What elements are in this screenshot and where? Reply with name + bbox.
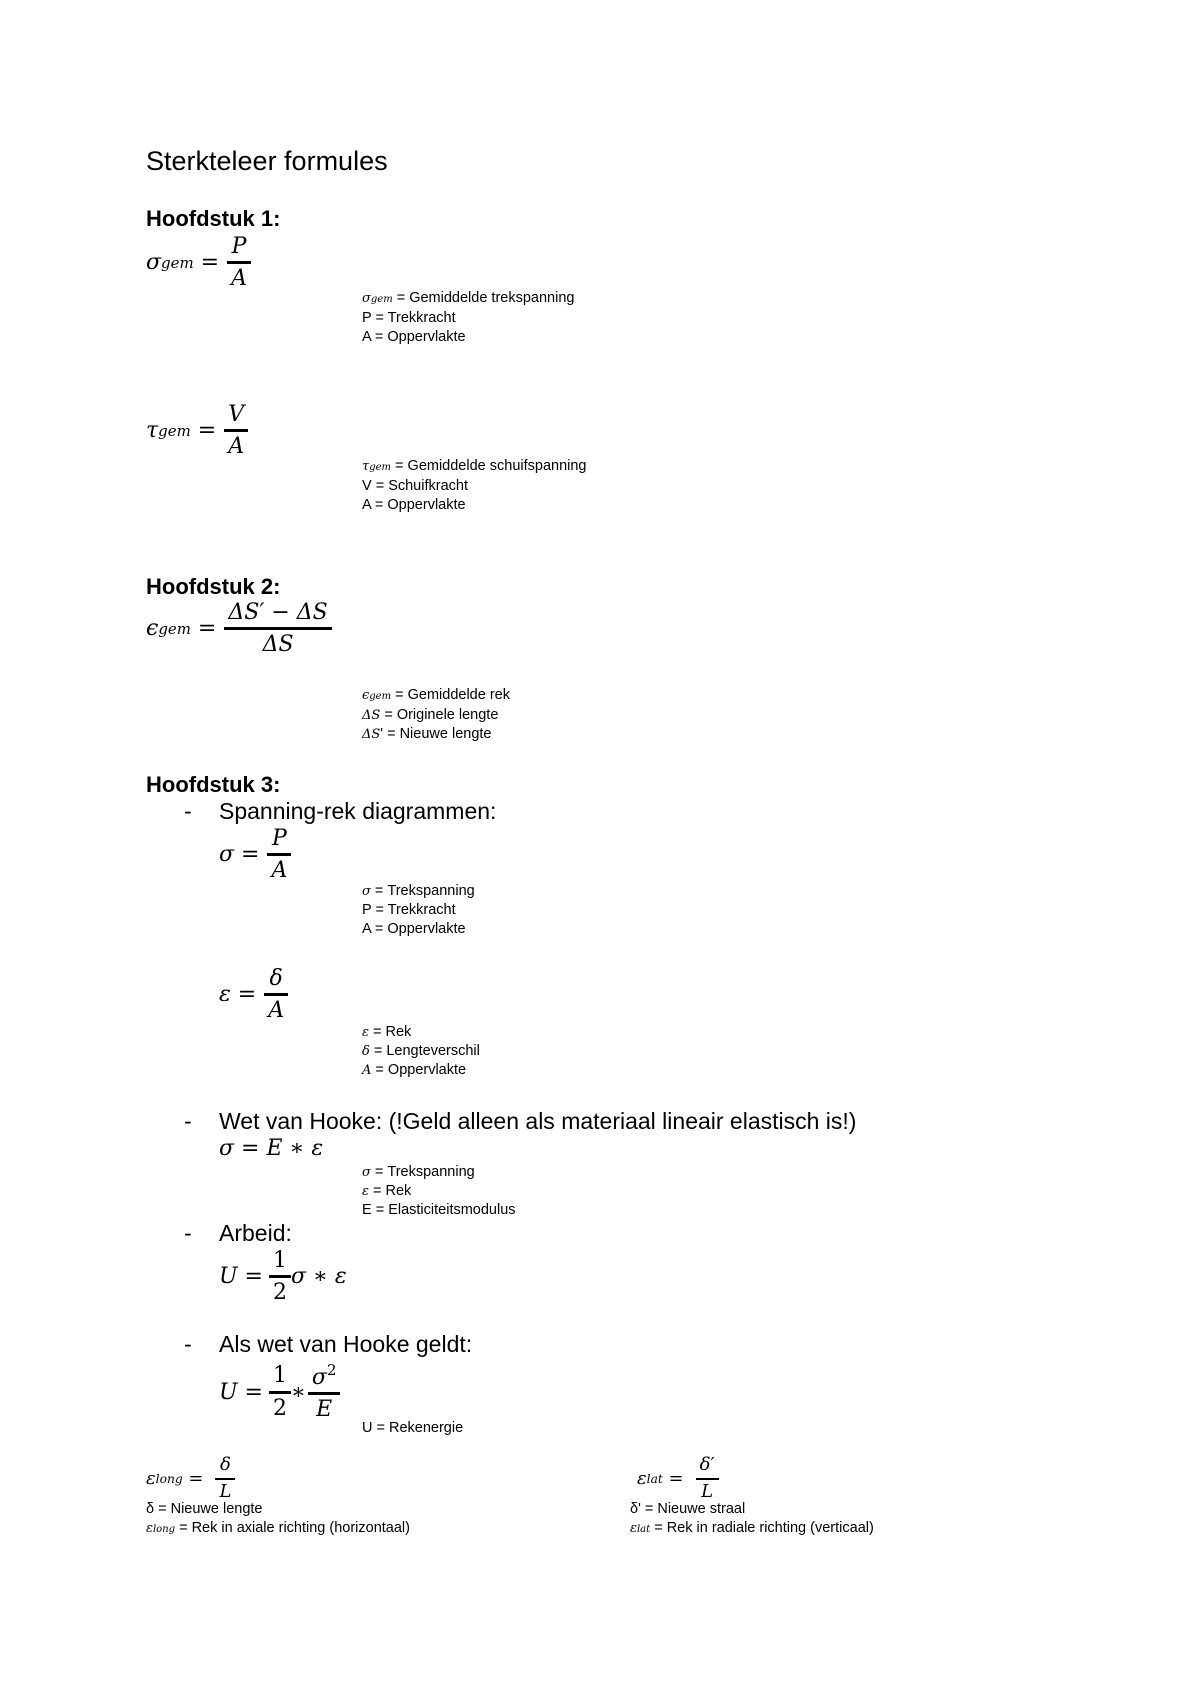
- numerator: δ′: [699, 1454, 715, 1475]
- bullet-dash: -: [184, 1108, 192, 1134]
- chapter-1-heading: Hoofdstuk 1:: [146, 206, 281, 231]
- eq-lhs: ε: [637, 1468, 647, 1490]
- eq-lhs-subscript: lat: [646, 1471, 663, 1486]
- definition-line: [362, 1163, 516, 1182]
- definition-line: P = Trekkracht: [362, 902, 456, 918]
- definition-text: = Gemiddelde schuifspanning: [391, 458, 587, 474]
- definition-symbol: δ: [362, 1044, 370, 1059]
- fraction: [264, 966, 288, 1024]
- definition-symbol: ε: [362, 1025, 369, 1040]
- equation-arbeid: [219, 1248, 347, 1306]
- chapter-3-heading: Hoofdstuk 3:: [146, 772, 281, 797]
- definitions-rekenergie: [362, 1419, 463, 1438]
- definition-line: [362, 1042, 480, 1061]
- fraction: [696, 1455, 719, 1502]
- denominator: A: [231, 266, 247, 292]
- numerator: P: [271, 826, 287, 851]
- definition-line: [362, 706, 510, 725]
- denominator: A: [268, 998, 285, 1024]
- definition-line: E = Elasticiteitsmodulus: [362, 1202, 516, 1218]
- definition-text: = Gemiddelde rek: [391, 687, 510, 703]
- definition-text: = Trekspanning: [370, 1164, 475, 1180]
- numerator-exponent: 2: [326, 1361, 337, 1379]
- definition-symbol: ΔS: [362, 727, 381, 742]
- definition-line: [362, 725, 510, 744]
- definition-line: [362, 882, 475, 901]
- denominator: L: [219, 1480, 232, 1502]
- definition-symbol: ε: [146, 1521, 153, 1536]
- equation-hooke: σ = E ∗ ε: [219, 1136, 324, 1161]
- definitions-sigma-gem: [362, 289, 574, 347]
- equation-epsilon: [219, 966, 288, 1024]
- equation-eps-gem: ϵ gem = $\frac{\Delta S' - \Delta S}{\Delta S}$: [146, 600, 332, 658]
- definition-text: = Lengteverschil: [369, 1043, 480, 1059]
- eq-lhs-subscript: long: [155, 1471, 183, 1486]
- definition-text: = Trekspanning: [370, 883, 475, 899]
- definition-text: = Rek in radiale richting (verticaal): [650, 1520, 874, 1536]
- eq-lhs: σ =: [219, 842, 260, 868]
- fraction: [224, 402, 248, 460]
- definition-line: δ = Nieuwe lengte: [146, 1501, 263, 1517]
- definition-line: [630, 1519, 874, 1539]
- definition-subscript: long: [152, 1524, 176, 1535]
- definitions-tau-gem: [362, 457, 587, 515]
- definition-line: P = Trekkracht: [362, 310, 456, 326]
- eq-lhs: ϵ: [146, 616, 159, 642]
- chapter-2-heading: Hoofdstuk 2:: [146, 574, 281, 599]
- definition-text: = Rek: [368, 1183, 412, 1199]
- definitions-hooke: [362, 1163, 516, 1220]
- eq-lhs: τ: [146, 418, 159, 444]
- definition-line: [362, 457, 587, 477]
- definitions-epsilon: [362, 1023, 480, 1080]
- eq-lhs: ε: [146, 1468, 156, 1490]
- eq-lhs-subscript: gem: [158, 619, 191, 638]
- denominator: A: [271, 858, 288, 884]
- definition-subscript: lat: [636, 1524, 651, 1535]
- eq-lhs: U =: [219, 1264, 263, 1290]
- numerator: V: [228, 402, 245, 427]
- fraction: [269, 1363, 291, 1421]
- bullet-wet-van-hooke: Wet van Hooke: (!Geld alleen als materiaal lineair elastisch is!): [219, 1108, 857, 1134]
- eq-lhs-subscript: gem: [161, 253, 194, 272]
- definition-line: [146, 1519, 410, 1539]
- equation-sigma: [219, 826, 291, 884]
- definition-symbol: σ: [362, 1165, 371, 1180]
- numerator-base: σ: [311, 1364, 327, 1390]
- definition-text: = Oppervlakte: [371, 1062, 467, 1078]
- definition-line: [362, 686, 510, 706]
- definition-text: = Rek: [368, 1024, 412, 1040]
- definition-text: = Rek in axiale richting (horizontaal): [175, 1520, 410, 1536]
- definition-symbol: ΔS: [362, 708, 381, 723]
- document-title: Sterkteleer formules: [146, 146, 388, 176]
- fraction: [215, 1455, 235, 1502]
- definition-subscript: gem: [369, 691, 392, 702]
- definition-line: U = Rekenergie: [362, 1420, 464, 1436]
- fraction: [224, 600, 331, 658]
- definition-symbol: σ: [362, 291, 371, 306]
- definitions-eps-gem: [362, 686, 510, 744]
- eq-lhs: σ: [146, 250, 162, 276]
- definition-symbol: ε: [630, 1521, 637, 1536]
- definition-subscript: gem: [370, 294, 393, 305]
- bullet-dash: -: [184, 798, 192, 824]
- numerator: δ: [269, 966, 283, 991]
- eq-lhs: U =: [219, 1379, 263, 1405]
- definition-line: A = Oppervlakte: [362, 921, 466, 937]
- denominator: L: [701, 1480, 714, 1502]
- definitions-eps-lat: [630, 1500, 874, 1539]
- numerator: 1: [272, 1363, 287, 1389]
- definition-text: = Originele lengte: [380, 707, 499, 723]
- denominator: ΔS: [262, 632, 294, 658]
- eq-operator: ∗: [290, 1379, 306, 1405]
- bullet-arbeid: Arbeid:: [219, 1220, 292, 1246]
- numerator: δ: [220, 1454, 231, 1475]
- denominator: A: [228, 434, 245, 460]
- bullet-als-hooke-geldt: Als wet van Hooke geldt:: [219, 1331, 473, 1357]
- denominator: 2: [272, 1280, 287, 1306]
- equation-sigma-gem: σ gem = $\frac{P}{A}$: [146, 234, 251, 292]
- definition-text: = Gemiddelde trekspanning: [392, 290, 575, 306]
- definition-line: δ' = Nieuwe straal: [630, 1501, 746, 1517]
- definition-line: [362, 1023, 480, 1042]
- definitions-eps-long: [146, 1500, 410, 1539]
- bullet-spanning-rek: Spanning-rek diagrammen:: [219, 798, 497, 824]
- fraction: [308, 1362, 341, 1423]
- numerator: [308, 1362, 341, 1392]
- bullet-dash: -: [184, 1220, 192, 1246]
- eq-rest: σ ∗ ε: [290, 1264, 347, 1290]
- definition-symbol: A: [362, 1063, 372, 1078]
- denominator: 2: [272, 1395, 287, 1421]
- fraction: [227, 234, 251, 292]
- numerator: ΔS′ − ΔS: [228, 600, 328, 625]
- denominator: E: [316, 1397, 333, 1423]
- equation-tau-gem: τ gem = $\frac{V}{A}$: [146, 402, 248, 460]
- definition-symbol: σ: [362, 884, 371, 899]
- definition-line: [362, 1061, 480, 1080]
- numerator: P: [231, 234, 247, 259]
- definition-line: [362, 289, 574, 309]
- definition-line: V = Schuifkracht: [362, 478, 468, 494]
- definition-line: [362, 1182, 516, 1201]
- numerator: 1: [272, 1248, 287, 1273]
- eq-lhs-subscript: gem: [158, 421, 191, 440]
- definitions-sigma: [362, 882, 475, 939]
- bullet-dash: -: [184, 1331, 192, 1357]
- definition-subscript: gem: [369, 462, 392, 473]
- eq-lhs: ε =: [219, 982, 257, 1008]
- definition-symbol: ε: [362, 1184, 369, 1199]
- definition-symbol: τ: [362, 459, 370, 474]
- definition-symbol: ϵ: [362, 688, 370, 703]
- definition-text: ' = Nieuwe lengte: [380, 726, 492, 742]
- equation-eps-lat: ε lat = $\frac{\delta'}{L}$: [637, 1455, 719, 1502]
- definition-line: A = Oppervlakte: [362, 329, 466, 345]
- fraction: [269, 1248, 291, 1306]
- definition-line: A = Oppervlakte: [362, 497, 466, 513]
- fraction: [267, 826, 291, 884]
- equation-arbeid-hooke: [219, 1362, 340, 1423]
- equation-eps-long: ε long = $\frac{\delta}{L}$: [146, 1455, 235, 1502]
